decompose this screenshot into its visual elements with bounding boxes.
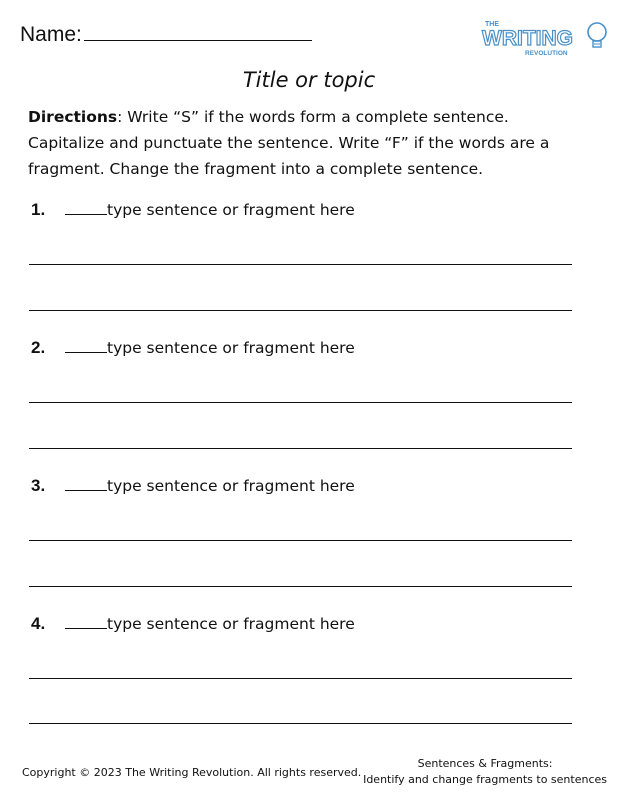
- writing-line[interactable]: [29, 448, 572, 449]
- question-4: [31, 614, 355, 634]
- answer-blank[interactable]: [65, 614, 107, 629]
- page-title: Title or topic: [242, 68, 376, 92]
- footer-line-2: Identify and change fragments to sentences: [363, 773, 607, 786]
- copyright-text: Copyright © 2023 The Writing Revolution. All rights reserved.: [22, 766, 362, 779]
- writing-line[interactable]: [29, 310, 572, 311]
- answer-blank[interactable]: [65, 200, 107, 215]
- question-prompt[interactable]: type sentence or fragment here: [107, 477, 355, 495]
- question-2: [31, 338, 355, 358]
- footer-worksheet-info: [363, 756, 607, 788]
- writing-line[interactable]: [29, 678, 572, 679]
- writing-line[interactable]: [29, 540, 572, 541]
- question-number: 3.: [31, 476, 46, 495]
- footer-line-1: Sentences & Fragments:: [417, 757, 553, 770]
- answer-blank[interactable]: [65, 338, 107, 353]
- question-1: [31, 200, 355, 220]
- logo-sub-text: REVOLUTION: [525, 50, 568, 57]
- writing-line[interactable]: [29, 586, 572, 587]
- name-field: [20, 20, 312, 47]
- question-prompt[interactable]: type sentence or fragment here: [107, 615, 355, 633]
- writing-line[interactable]: [29, 723, 572, 724]
- question-3: [31, 476, 355, 496]
- writing-line[interactable]: [29, 264, 572, 265]
- name-blank-line[interactable]: [84, 20, 312, 41]
- question-number: 2.: [31, 338, 46, 357]
- question-prompt[interactable]: type sentence or fragment here: [107, 339, 355, 357]
- lightbulb-icon: [588, 23, 606, 47]
- writing-line[interactable]: [29, 402, 572, 403]
- name-label: Name:: [20, 23, 82, 46]
- directions-label: Directions: [28, 108, 118, 126]
- question-number: 4.: [31, 614, 46, 633]
- directions-text: : Write “S” if the words form a complete sentence. Capitalize and punctuate the sentence. Write “F” if the words are a fragment. Change the fragment into a complete sentence.: [28, 108, 550, 178]
- logo-top-text: THE: [485, 21, 499, 28]
- logo-main-text: WRITING: [482, 27, 573, 50]
- directions: [28, 104, 583, 182]
- writing-revolution-logo: [479, 18, 609, 60]
- answer-blank[interactable]: [65, 476, 107, 491]
- question-number: 1.: [31, 200, 46, 219]
- question-prompt[interactable]: type sentence or fragment here: [107, 201, 355, 219]
